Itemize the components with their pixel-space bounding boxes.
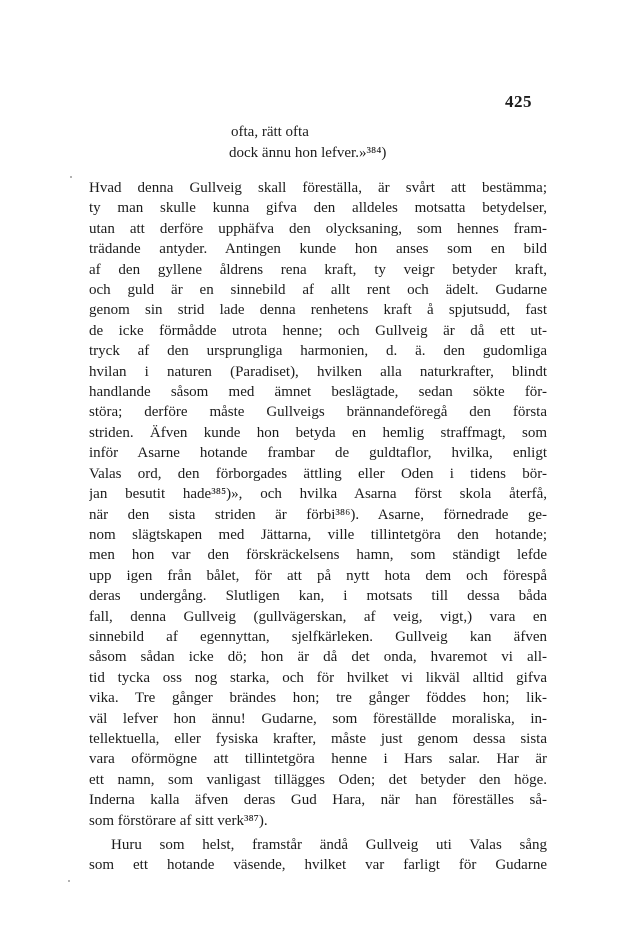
paragraph <box>89 835 547 876</box>
text-line: nom slägtskapen med Jättarna, ville tillintetgöra den hotande; <box>89 526 547 543</box>
text-line: af den gyllene åldrens rena kraft, ty veigr betyder kraft, <box>89 261 547 278</box>
text-line: som ett hotande väsende, hvilket var farligt för Gudarne <box>89 857 547 874</box>
text-line: Huru som helst, framstår ändå Gullveig uti Valas sång <box>111 837 547 853</box>
page-number: 425 <box>505 92 532 111</box>
verse-line: dock ännu hon lefver.»³⁸⁴) <box>229 145 387 161</box>
text-line: vara oförmögne att tillintetgöra henne i Hars salar. Har är <box>89 751 547 768</box>
text-line: jan besutit hade³⁸⁵)», och hvilka Asarna först skola återfå, <box>89 486 547 503</box>
text-line: hvilan i naturen (Paradiset), hvilken alla naturkrafter, blindt <box>89 363 547 380</box>
body-text <box>89 178 547 876</box>
text-line: tellektuella, eller fysiska krafter, måste just genom dessa sista <box>89 730 547 747</box>
text-line: när den sista striden är förbi³⁸⁶). Asarne, förnedrade ge- <box>89 506 547 523</box>
text-line: Inderna kalla äfven deras Gud Hara, när han föreställes så- <box>89 792 547 809</box>
text-line: handlande såsom med ämnet beslägtade, sedan sökte för- <box>89 384 547 401</box>
text-line: trädande antyder. Antingen kunde hon anses som en bild <box>89 241 547 258</box>
text-line: de icke förmådde utrota henne; och Gullveig är då ett ut- <box>89 322 547 339</box>
text-line: upp igen från bålet, för att på nytt hota dem och förespå <box>89 567 547 584</box>
text-line: fall, denna Gullveig (gullvägerskan, af veig, vigt,) vara en <box>89 608 547 625</box>
paper-speck <box>68 880 70 882</box>
text-line: vika. Tre gånger brändes hon; tre gånger föddes hon; lik- <box>89 690 547 707</box>
text-line: störa; derföre måste Gullveigs brännandeföregå den första <box>89 404 547 421</box>
text-line: inför Asarne hotande frambar de guldtaflor, hvilka, enligt <box>89 445 547 462</box>
paper-speck <box>70 176 72 178</box>
text-line: Hvad denna Gullveig skall föreställa, är svårt att bestämma; <box>89 180 547 196</box>
text-line: ett namn, som vanligast tillägges Oden; det betyder den höge. <box>89 771 547 788</box>
text-line: ty man skulle kunna gifva den alldeles motsatta betydelser, <box>89 200 547 217</box>
text-line: striden. Äfven kunde hon betyda en hemlig straffmagt, som <box>89 424 547 441</box>
text-line: tryck af den ursprungliga harmonien, d. ä. den gudomliga <box>89 343 547 360</box>
text-line: Valas ord, den förborgades ättling eller Oden i tidens bör- <box>89 465 547 482</box>
text-line: men hon var den förskräckelsens hamn, som ständigt lefde <box>89 547 547 564</box>
text-line: deras undergång. Slutligen kan, i motsats till dessa båda <box>89 588 547 605</box>
text-line: såsom sådan icke dö; hon är då det onda, hvaremot vi all- <box>89 649 547 666</box>
text-line: utan att derföre upphäfva den olycksaning, som hennes fram- <box>89 220 547 237</box>
paragraph <box>89 178 547 831</box>
text-line: som förstörare af sitt verk³⁸⁷). <box>89 812 268 829</box>
text-line: väl lefver hon ännu! Gudarne, som föreställde moraliska, in- <box>89 710 547 727</box>
text-line: sinnebild af egennyttan, sjelfkärleken. Gullveig kan äfven <box>89 628 547 645</box>
verse-line: ofta, rätt ofta <box>231 124 309 140</box>
text-line: och guld är en sinnebild af allt rent och ädelt. Gudarne <box>89 282 547 299</box>
verse-quote <box>229 122 386 164</box>
text-line: tid tycka oss nog starka, och för hvilket vi likväl alltid gifva <box>89 669 547 686</box>
text-line: genom sin strid lade denna renhetens kraft å spjutsudd, fast <box>89 302 547 319</box>
